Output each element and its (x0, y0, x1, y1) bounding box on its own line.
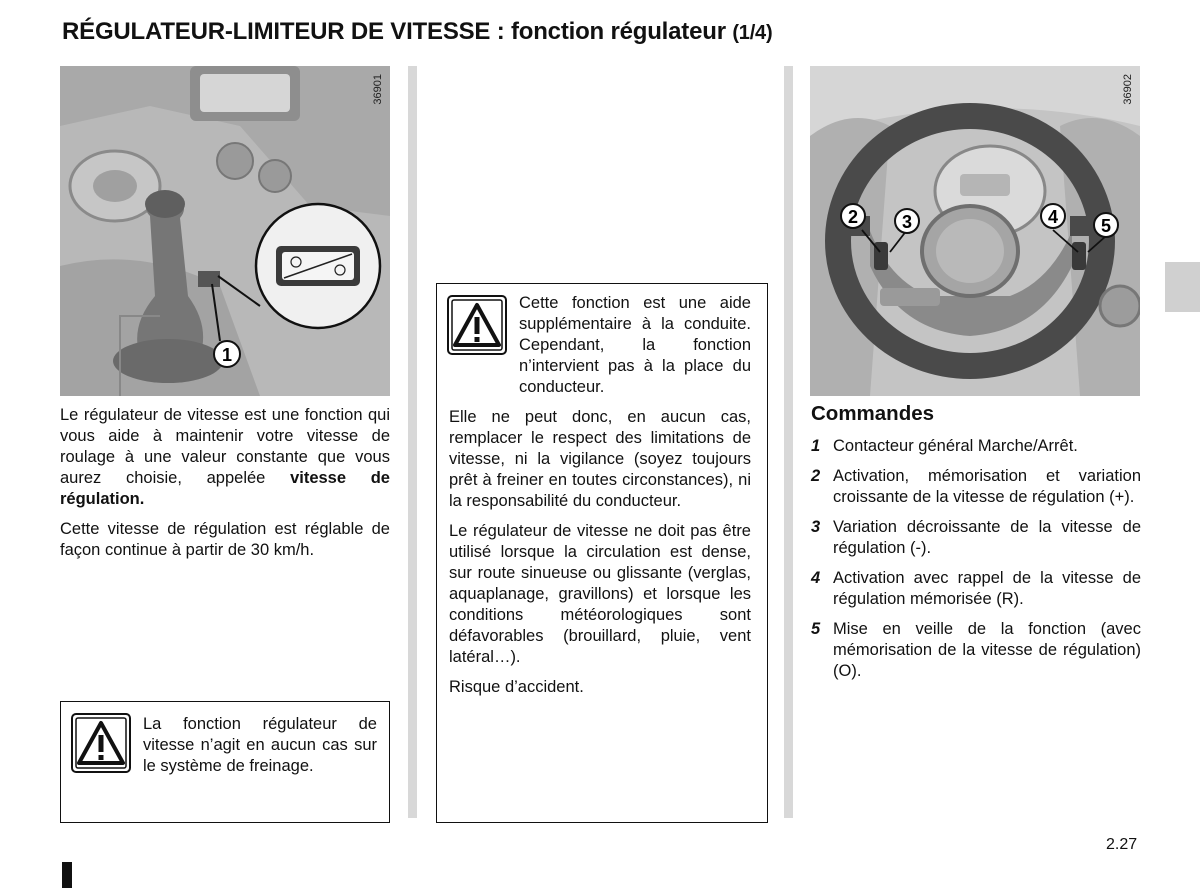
item-number: 1 (811, 437, 821, 455)
warning-paragraph-2: Elle ne peut donc, en aucun cas, remplacer le respect des limitations de vitesse, ni la vigilance (soyez toujours prêt à freiner en toutes circonstances), ni la responsabilité du conducteur. (449, 408, 751, 510)
item-number: 5 (811, 620, 821, 638)
figure-gear-lever (60, 66, 390, 396)
steering-wheel-illustration (810, 66, 1140, 396)
item-text: Activation, mémorisation et variation croissante de la vitesse de régulation (+). (833, 467, 1141, 506)
intro-paragraph-2: Cette vitesse de régulation est réglable de façon continue à partir de 30 km/h. (60, 520, 390, 559)
list-item (811, 436, 1141, 457)
warning-text-driving (449, 293, 751, 707)
intro-paragraph-1-term: vitesse de régulation. (60, 469, 390, 508)
title-part: (1/4) (732, 22, 773, 44)
warning-box-driving (436, 283, 768, 823)
item-text: Contacteur général Marche/Arrêt. (833, 437, 1078, 455)
page-title (62, 18, 772, 46)
item-number: 4 (811, 569, 821, 587)
chapter-tab (1165, 262, 1200, 312)
callout-1: 1 (221, 345, 233, 365)
callout-4: 4 (1047, 207, 1059, 227)
gear-lever-illustration (60, 66, 390, 396)
warning-text-braking: La fonction régulateur de vitesse n’agit en aucun cas sur le système de freinage. (143, 715, 377, 775)
list-item (811, 517, 1141, 559)
intro-text (60, 405, 390, 570)
item-text: Variation décroissante de la vitesse de régulation (-). (833, 518, 1141, 557)
warning-paragraph-4: Risque d’accident. (449, 678, 584, 696)
column-separator-left (408, 66, 417, 818)
item-text: Mise en veille de la fonction (avec mémorisation de la vitesse de régulation) (O). (833, 620, 1141, 680)
list-item (811, 619, 1141, 682)
item-number: 2 (811, 467, 821, 485)
figure-steering-wheel (810, 66, 1140, 396)
warning-paragraph-1 (449, 293, 751, 398)
intro-paragraph-1-text: Le régulateur de vitesse est une fonction qui vous aide à maintenir votre vitesse de roulage à une valeur constante que vous aurez choisie, appelée (60, 406, 390, 487)
commands-list (811, 436, 1141, 691)
column-separator-right (784, 66, 793, 818)
warning-paragraph-3: Le régulateur de vitesse ne doit pas être utilisé lorsque la circulation est dense, sur route sinueuse ou glissante (verglas, aquaplanage, gravillons) et lorsque les conditions météorologiques sont défavorables (brouillard, pluie, vent latéral…). (449, 522, 751, 666)
warning-paragraph-1-text: Cette fonction est une aide supplémentaire à la conduite. Cependant, la fonction n’intervient pas à la place du conducteur. (519, 294, 751, 396)
list-item (811, 466, 1141, 508)
figure-reference: 36902 (1122, 74, 1134, 105)
list-item (811, 568, 1141, 610)
callout-3: 3 (901, 212, 913, 232)
section-title-commandes: Commandes (811, 402, 935, 425)
callout-5: 5 (1100, 216, 1112, 236)
item-text: Activation avec rappel de la vitesse de régulation mémorisée (R). (833, 569, 1141, 608)
page-number: 2.27 (1106, 836, 1138, 853)
title-main: RÉGULATEUR-LIMITEUR DE VITESSE : fonction régulateur (62, 18, 726, 45)
figure-reference: 36901 (372, 74, 384, 105)
page-edge-marker (62, 862, 72, 888)
item-number: 3 (811, 518, 821, 536)
warning-box-braking (60, 701, 390, 823)
callout-2: 2 (847, 207, 859, 227)
intro-paragraph-1 (60, 405, 390, 510)
warning-icon (71, 713, 131, 773)
